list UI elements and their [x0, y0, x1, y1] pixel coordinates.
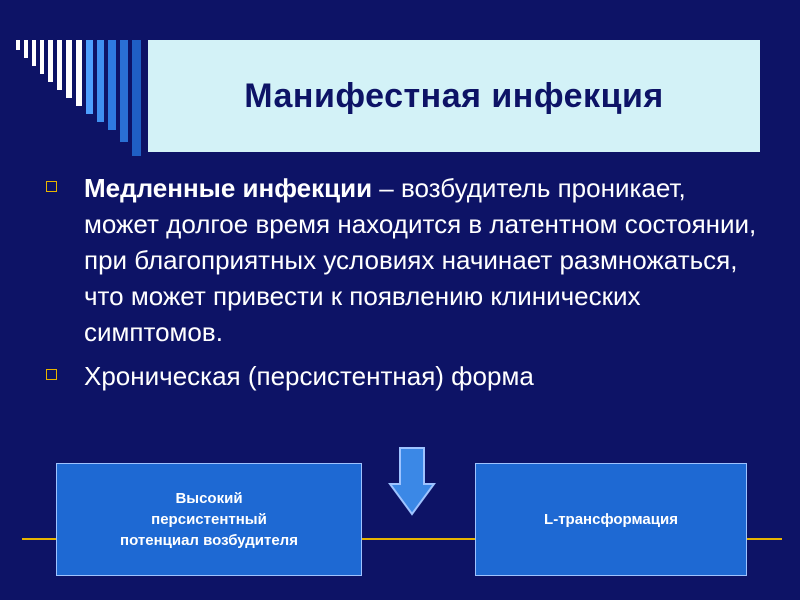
down-arrow-icon [388, 446, 436, 516]
potential-box-label: Высокий персистентный потенциал возбудителя [120, 490, 298, 549]
decorative-stripes [0, 0, 150, 160]
bullet-item [42, 358, 762, 394]
slide-title: Манифестная инфекция [244, 76, 664, 115]
bullet-item [42, 170, 762, 350]
bullet-text: – возбудитель проникает, может долгое время находится в латентном состоянии, при благоприятных условиях начинает размножаться, что может привести к появлению клинических симптомов. [84, 173, 757, 347]
potential-box [56, 463, 362, 576]
hollow-square-bullet-icon [46, 369, 57, 380]
bullet-list [42, 170, 762, 394]
bullet-lead: Медленные инфекции [84, 173, 373, 203]
hollow-square-bullet-icon [46, 181, 57, 192]
bullet-text: Хроническая (персистентная) форма [84, 361, 534, 391]
l-transformation-box-label: L-трансформация [544, 511, 678, 528]
title-box [148, 40, 760, 152]
l-transformation-box [475, 463, 747, 576]
